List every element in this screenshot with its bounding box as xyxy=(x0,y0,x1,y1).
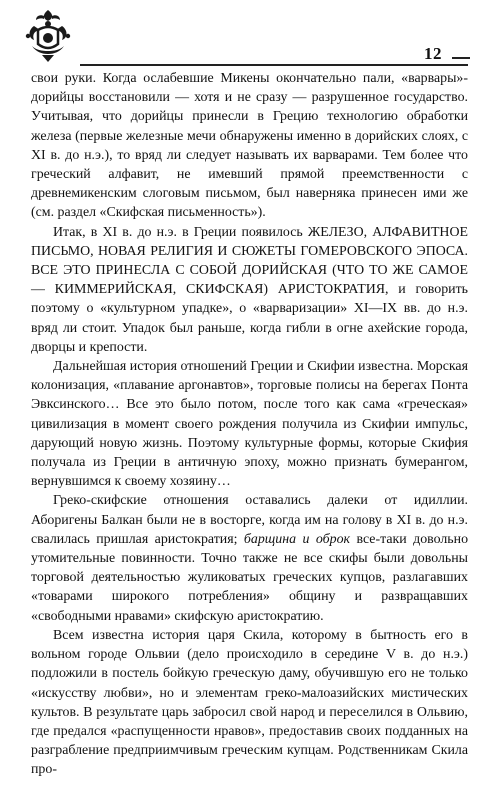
paragraph-text: Греко-скифские отношения оставались далеки от идиллии. Аборигены Балкан были не в восторге, когда им на голову в XI в. до н.э. свалилась пришлая аристократия; xyxy=(31,493,468,547)
paragraph: Дальнейшая история отношений Греции и Скифии известна. Морская колонизация, «плавание аргонавтов», торговые полисы на берегах Понта Эвксинского… Все это было потом, после того как сама «греческая» цивилизация в момент своего рождения получила из Скифии импульс, дарующий новую жизнь. Поэтому культурные формы, которые Скифия получала из Греции в античную эпоху, можно признать бумерангом, вернувшимся к своему хозяину… xyxy=(31,359,468,490)
ornament-emblem-icon xyxy=(22,8,74,64)
header-rule xyxy=(80,64,468,66)
page-number: 12 xyxy=(424,44,442,63)
paragraph xyxy=(31,491,468,625)
header-rule-short xyxy=(452,57,470,59)
paragraph: Итак, в XI в. до н.э. в Греции появилось ЖЕЛЕЗО, АЛФАВИТНОЕ ПИСЬМО, НОВАЯ РЕЛИГИЯ И СЮЖЕТЫ ГОМЕРОВСКОГО ЭПОСА. ВСЕ ЭТО ПРИНЕСЛА С СОБОЙ ДОРИЙСКАЯ (ЧТО ТО ЖЕ САМОЕ — КИММЕРИЙСКАЯ, СКИФСКАЯ) АРИСТОКРАТИЯ, и говорить поэтому о «культурном упадке», о «варваризации» XI—IX вв. до н.э. вряд ли стоит. Упадок был раньше, когда гибли в огне ахейские города, дворцы и крепости. xyxy=(31,224,468,355)
paragraph: свои руки. Когда ослабевшие Микены окончательно пали, «варвары»-дорийцы восстановили — хотя и не сразу — разрушенное государство. Учитывая, что дорийцы принесли в Грецию технологию обработки железа (первые железные мечи обнаружены именно в дорийских слоях, с XI в. до н.э.), то вряд ли следует называть их варварами. Тем более что греческий алфавит, не имевший прямой преемственности с древнемикенским слоговым письмом, был наверняка принесен ими же (см. раздел «Скифская письменность»). xyxy=(31,71,468,221)
paragraph: Всем известна история царя Скила, которому в бытность его в вольном городе Ольвии (дело происходило в середине V в. до н.э.) подложили в постель бойкую греческую даму, обучившую его не только «искусству любви», но и элементам греко-малоазийских мистических культов. В результате царь забросил свой народ и переселился в Ольвию, где предался «распущенности нравов», предоставив своих подданных на разграбление предприимчивым греческим купцам. Родственникам Скила про- xyxy=(31,627,468,778)
paragraph-text: все-таки довольно утомительные повинности. Точно также не все скифы были довольны торговой деятельностью жуликоватых греческих купцов, разлагавших «товарами широкого потребления» общину и развращавших «свободными нравами» скифскую аристократию. xyxy=(31,531,469,624)
paragraph-emphasis: барщина и оброк xyxy=(243,531,351,547)
body-text xyxy=(31,69,468,780)
